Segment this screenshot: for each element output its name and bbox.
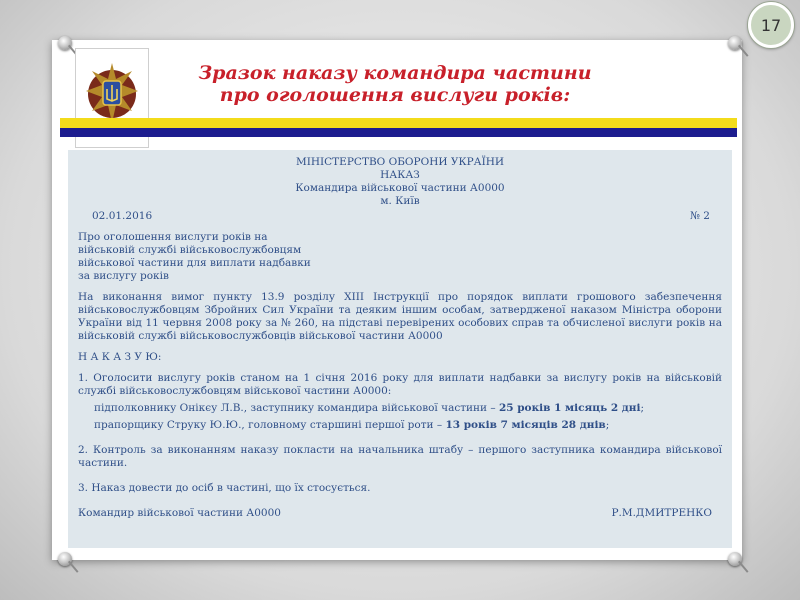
doc-signature-name: Р.М.ДМИТРЕНКО <box>611 507 712 519</box>
pin-icon <box>58 36 72 50</box>
doc-signature-position: Командир військової частини А0000 <box>78 507 281 519</box>
doc-order-word: Н А К А З У Ю: <box>78 351 162 363</box>
doc-preamble: На виконання вимог пункту 13.9 розділу XIII Інструкції про порядок виплати грошового забезпечення військовослужбовцям Збройних Сил України та деяким іншим особам, затвердженої наказом Міністра оборони України від 11 червня 2008 року за № 260, на підставі перевірених особових справ та обчисленої вислуги років на військовій службі військовослужбовців військової частини А0000 <box>78 291 722 342</box>
doc-number: № 2 <box>690 210 710 222</box>
slide-title-line: про оголошення вислуги років: <box>219 84 571 106</box>
pin-icon <box>728 36 742 50</box>
pin-icon <box>58 552 72 566</box>
doc-header-order: НАКАЗ <box>380 169 420 181</box>
doc-person-1 <box>78 402 722 415</box>
slide-title <box>170 62 620 106</box>
slide-title-line: Зразок наказу командира частини <box>198 62 592 84</box>
doc-subject-line: військовій службі військовослужбовцям <box>78 244 302 256</box>
flag-stripe-yellow <box>60 118 737 128</box>
order-document <box>68 150 732 548</box>
doc-person-1-period: 25 років 1 місяць 2 дні <box>498 402 641 414</box>
doc-date-number-row <box>78 210 722 223</box>
doc-signature-row <box>78 507 722 520</box>
pin-icon <box>728 552 742 566</box>
doc-subject <box>78 231 722 283</box>
doc-header-city: м. Київ <box>380 195 420 207</box>
doc-person-2 <box>78 419 722 432</box>
doc-header-commander: Командира військової частини А0000 <box>295 182 505 194</box>
doc-person-1-text: підполковнику Онікєу Л.В., заступнику командира військової частини – <box>94 402 499 414</box>
doc-item-3: 3. Наказ довести до осіб в частині, що їх стосується. <box>78 482 371 494</box>
doc-date: 02.01.2016 <box>92 210 153 222</box>
doc-person-1-end: ; <box>640 402 645 414</box>
doc-subject-line: військової частини для виплати надбавки <box>78 257 311 269</box>
flag-stripe-blue <box>60 128 737 137</box>
doc-item-1: 1. Оголосити вислугу років станом на 1 січня 2016 року для виплати надбавки за вислугу років на військовій службі військовослужбовцям військової частини А0000: <box>78 372 722 397</box>
doc-person-2-end: ; <box>605 419 610 431</box>
doc-item-2: 2. Контроль за виконанням наказу покласти на начальника штабу – першого заступника командира військової частини. <box>78 444 722 469</box>
doc-header-ministry: МІНІСТЕРСТВО ОБОРОНИ УКРАЇНИ <box>295 156 505 168</box>
doc-person-2-period: 13 років 7 місяців 28 днів <box>445 419 606 431</box>
doc-person-2-text: прапорщику Струку Ю.Ю., головному старшині першої роти – <box>94 419 446 431</box>
doc-subject-line: Про оголошення вислуги років на <box>78 231 268 243</box>
slide-number-badge: 17 <box>748 2 794 48</box>
doc-subject-line: за вислугу років <box>78 270 169 282</box>
